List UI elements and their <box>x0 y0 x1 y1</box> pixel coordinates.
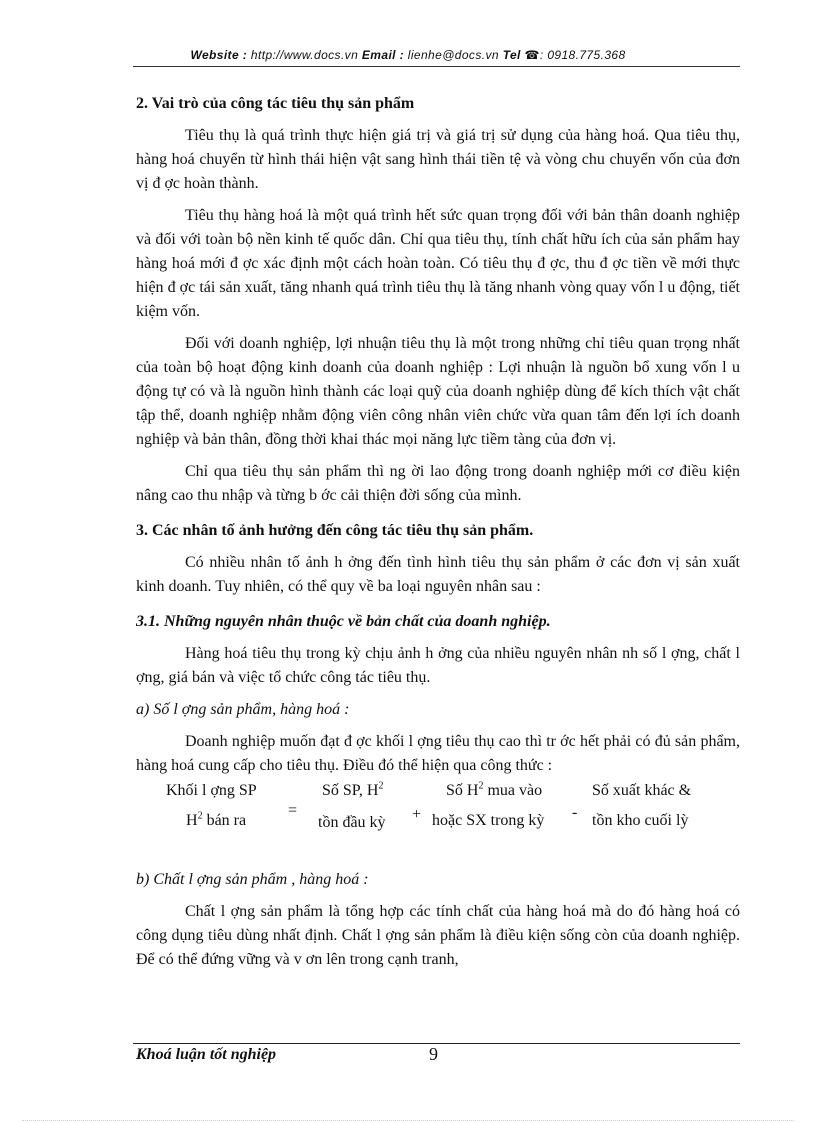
formula-col4-bottom: tồn kho cuối lỳ <box>592 812 689 829</box>
footer-title: Khoá luận tốt nghiệp <box>136 1046 277 1063</box>
formula-col1-bottom-pre: H <box>186 812 198 829</box>
website-url[interactable]: http://www.docs.vn <box>247 48 362 62</box>
formula-col3-top <box>446 782 542 800</box>
page-bottom-border <box>22 1120 794 1121</box>
website-label: Website : <box>190 48 248 62</box>
tel-value: ☎: 0918.775.368 <box>524 48 626 62</box>
subheading-a: a) Số l ợng sản phẩm, hàng hoá : <box>136 701 350 718</box>
formula-col1-bottom-post: bán ra <box>202 812 247 829</box>
section-2-paragraph-1: Tiêu thụ là quá trình thực hiện giá trị và giá trị sử dụng của hàng hoá. Qua tiêu thụ, hàng hoá chuyển từ hình thái hiện vật sang hình thái tiền tệ và vòng chu chuyển vốn của đơn vị đ ợc hoàn thành. <box>136 127 740 192</box>
subheading-b: b) Chất l ợng sản phẩm , hàng hoá : <box>136 871 369 888</box>
formula-plus-sign: + <box>412 806 422 823</box>
formula-col2-top-sup: 2 <box>378 780 384 792</box>
formula-col4-top: Số xuất khác & <box>592 782 692 799</box>
formula-col1-top: Khối l ợng SP <box>166 782 257 799</box>
section-2-heading: 2. Vai trò của công tác tiêu thụ sản phẩm <box>136 95 415 112</box>
section-2-paragraph-4: Chỉ qua tiêu thụ sản phẩm thì ng ời lao động trong doanh nghiệp mới cơ điều kiện nâng cao thu nhập và từng b ớc cải thiện đời sống của mình. <box>136 463 740 504</box>
document-body <box>136 92 740 972</box>
formula-col3-top-sup: 2 <box>478 780 484 792</box>
formula-col2-top-pre: Số SP, H <box>322 782 379 799</box>
email-label: Email : <box>361 48 405 62</box>
tel-label: Tel <box>502 48 525 62</box>
section-3-1-paragraph-1: Hàng hoá tiêu thụ trong kỳ chịu ảnh h ởng của nhiều nguyên nhân nh số l ợng, chất l ợng, giá bán và việc tổ chức công tác tiêu thụ. <box>136 645 740 686</box>
formula-col3-top-post: mua vào <box>483 782 543 799</box>
formula-col2-top <box>322 782 383 800</box>
formula-col3-top-pre: Số H <box>446 782 479 799</box>
section-3-paragraph-1: Có nhiều nhân tố ảnh h ởng đến tình hình tiêu thụ sản phẩm ở các đơn vị sản xuất kinh doanh. Tuy nhiên, có thể quy về ba loại nguyên nhân sau : <box>136 554 740 595</box>
formula-minus-sign: - <box>572 804 578 821</box>
header-divider <box>133 66 740 67</box>
formula-col3-bottom: hoặc SX trong kỳ <box>432 812 545 829</box>
formula-col2-bottom: tồn đầu kỳ <box>318 814 386 831</box>
section-3-1-paragraph-3: Chất l ợng sản phẩm là tổng hợp các tính chất của hàng hoá mà do đó hàng hoá có công dụng tiêu dùng nhất định. Chất l ợng sản phẩm là điều kiện sống còn của doanh nghiệp. Để có thể đứng vững và v ơn lên trong cạnh tranh, <box>136 903 740 968</box>
quantity-formula <box>136 782 740 848</box>
formula-col1-bottom <box>186 812 246 830</box>
page-number: 9 <box>429 1044 438 1064</box>
section-2-paragraph-3: Đối với doanh nghiệp, lợi nhuận tiêu thụ là một trong những chỉ tiêu quan trọng nhất của toàn bộ hoạt động kinh doanh của doanh nghiệp : Lợi nhuận là nguồn bổ xung vốn l u động tự có và là nguồn hình thành các loại quỹ của doanh nghiệp dùng để kích thích vật chất tập thể, doanh nghiệp nhằm động viên công nhân viên chức vừa quan tâm đến lợi ích doanh nghiệp và bản thân, đồng thời khai thác mọi năng lực tiềm tàng của đơn vị. <box>136 335 740 448</box>
section-3-1-heading: 3.1. Những nguyên nhân thuộc về bản chất của doanh nghiệp. <box>136 613 551 630</box>
section-2-paragraph-2: Tiêu thụ hàng hoá là một quá trình hết sức quan trọng đối với bản thân doanh nghiệp và đối với toàn bộ nền kinh tế quốc dân. Chỉ qua tiêu thụ, tính chất hữu ích của sản phẩm hay hàng hoá mới đ ợc xác định một cách hoàn toàn. Có tiêu thụ đ ợc, thu đ ợc tiền về mới thực hiện đ ợc tái sản xuất, tăng nhanh quá trình tiêu thụ là tăng nhanh vòng quay vốn l u động, tiết kiệm vốn. <box>136 207 740 320</box>
formula-equals-sign: = <box>288 802 298 819</box>
formula-col1-bottom-sup: 2 <box>197 810 203 822</box>
section-3-heading: 3. Các nhân tố ảnh hưởng đến công tác tiêu thụ sản phẩm. <box>136 522 534 539</box>
email-value[interactable]: lienhe@docs.vn <box>404 48 503 62</box>
page-header <box>0 48 816 62</box>
section-3-1-paragraph-2: Doanh nghiệp muốn đạt đ ợc khối l ợng tiêu thụ cao thì tr ớc hết phải có đủ sản phẩm, hàng hoá cung cấp cho tiêu thụ. Điều đó thể hiện qua công thức : <box>136 733 740 774</box>
